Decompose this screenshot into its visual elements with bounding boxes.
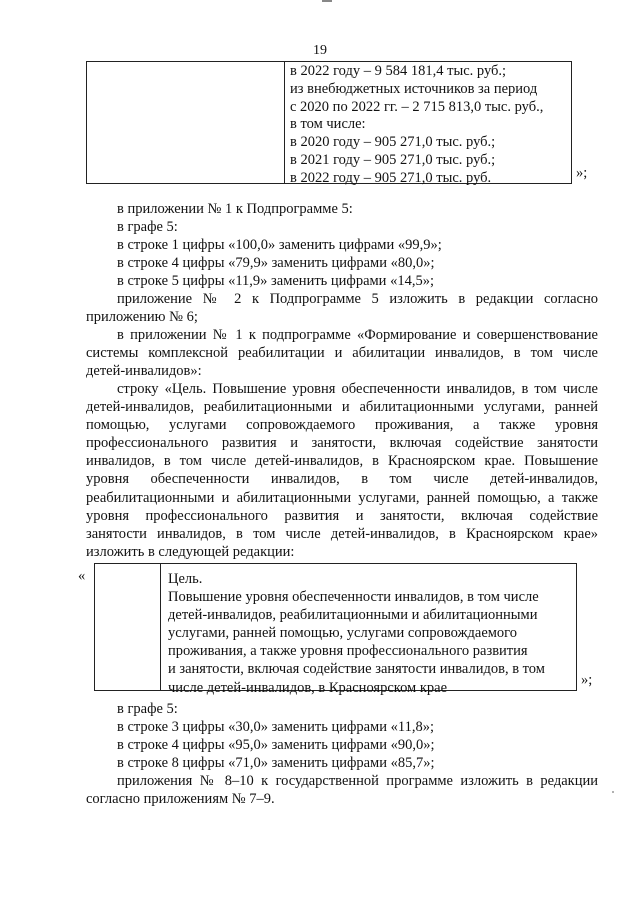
text-line: в строке 5 цифры «11,9» заменить цифрами «14,5»; (117, 273, 434, 290)
table-line: в том числе: (290, 116, 366, 133)
paragraph-row-goal (86, 380, 598, 561)
text-line: уровня обеспеченности инвалидов, в том числе детей-инвалидов, (86, 471, 598, 488)
text-line: реабилитационными и абилитационными услугами, ранней помощью, а также (86, 489, 598, 506)
table-line: Цель. (168, 571, 203, 587)
page-number: 19 (313, 43, 327, 58)
closing-quote: »; (581, 672, 593, 688)
text-line: в графе 5: (117, 219, 178, 236)
text-line: системы комплексной реабилитации и абилитации инвалидов, в том числе (86, 345, 598, 362)
text-line: приложение № 2 к Подпрограмме 5 изложить в редакции согласно (117, 291, 598, 307)
table-line: в 2020 году – 905 271,0 тыс. руб.; (290, 134, 496, 151)
text-line: детей-инвалидов, реабилитационными и абилитационными услугами, ранней (86, 399, 598, 416)
text-line: занятости инвалидов, в том числе детей-инвалидов, в Красноярском крае» (86, 525, 598, 542)
text-line: детей-инвалидов»: (86, 363, 202, 380)
paragraph-final (86, 772, 598, 808)
text-line: в приложении № 1 к Подпрограмме 5: (117, 201, 353, 217)
text-line: согласно приложениям № 7–9. (86, 791, 275, 808)
amendments-block-1 (86, 200, 598, 290)
text-line: в строке 1 цифры «100,0» заменить цифрами «99,9»; (117, 237, 442, 254)
text-line: в строке 4 цифры «79,9» заменить цифрами «80,0»; (117, 255, 435, 272)
financing-cell (290, 63, 570, 188)
text-line: в строке 4 цифры «95,0» заменить цифрами «90,0»; (117, 737, 435, 754)
table-line: из внебюджетных источников за период (290, 80, 538, 97)
scan-speck (612, 791, 614, 793)
paragraph-appendix-1 (86, 326, 598, 380)
text-line: в строке 3 цифры «30,0» заменить цифрами «11,8»; (117, 719, 434, 736)
table-column-divider (160, 564, 161, 690)
goal-cell (168, 570, 570, 697)
text-line: приложения № 8–10 к государственной программе изложить в редакции (117, 773, 598, 789)
text-line: приложению № 6; (86, 309, 198, 326)
text-line: строку «Цель. Повышение уровня обеспеченности инвалидов, в том числе (117, 381, 598, 397)
text-line: в графе 5: (117, 701, 178, 717)
financing-table (86, 61, 572, 184)
text-line: помощью, услугами сопровождаемого проживания, а также уровня (86, 417, 598, 434)
table-line: проживания, а также уровня профессионального развития (168, 643, 528, 660)
table-line: в 2022 году – 905 271,0 тыс. руб. (290, 169, 492, 186)
table-line: в 2021 году – 905 271,0 тыс. руб.; (290, 151, 496, 168)
closing-quote: »; (576, 165, 588, 181)
text-line: инвалидов, в том числе детей-инвалидов, в Красноярском крае. Повышение (86, 453, 598, 470)
paragraph-appendix-2 (86, 290, 598, 326)
table-line: числе детей-инвалидов, в Красноярском крае (168, 679, 448, 696)
text-line: профессионального развития и занятости, включая содействие занятости (86, 435, 598, 452)
text-line: уровня профессионального развития и занятости, включая содействие (86, 507, 598, 524)
text-line: изложить в следующей редакции: (86, 543, 295, 560)
amendments-block-2 (86, 700, 598, 772)
table-line: и занятости, включая содействие занятости инвалидов, в том (168, 661, 545, 678)
goal-table (94, 563, 577, 696)
opening-quote: « (78, 568, 86, 584)
table-line: в 2022 году – 9 584 181,4 тыс. руб.; (290, 63, 507, 79)
table-line: с 2020 по 2022 гг. – 2 715 813,0 тыс. руб., (290, 98, 544, 115)
scan-mark (322, 0, 332, 2)
table-line: Повышение уровня обеспеченности инвалидов, в том числе (168, 589, 539, 606)
table-line: детей-инвалидов, реабилитационными и абилитационными (168, 607, 538, 624)
table-column-divider (284, 62, 285, 183)
table-line: услугами, ранней помощью, услугами сопровождаемого (168, 625, 518, 642)
text-line: в строке 8 цифры «71,0» заменить цифрами «85,7»; (117, 755, 435, 772)
text-line: в приложении № 1 к подпрограмме «Формирование и совершенствование (117, 327, 598, 343)
